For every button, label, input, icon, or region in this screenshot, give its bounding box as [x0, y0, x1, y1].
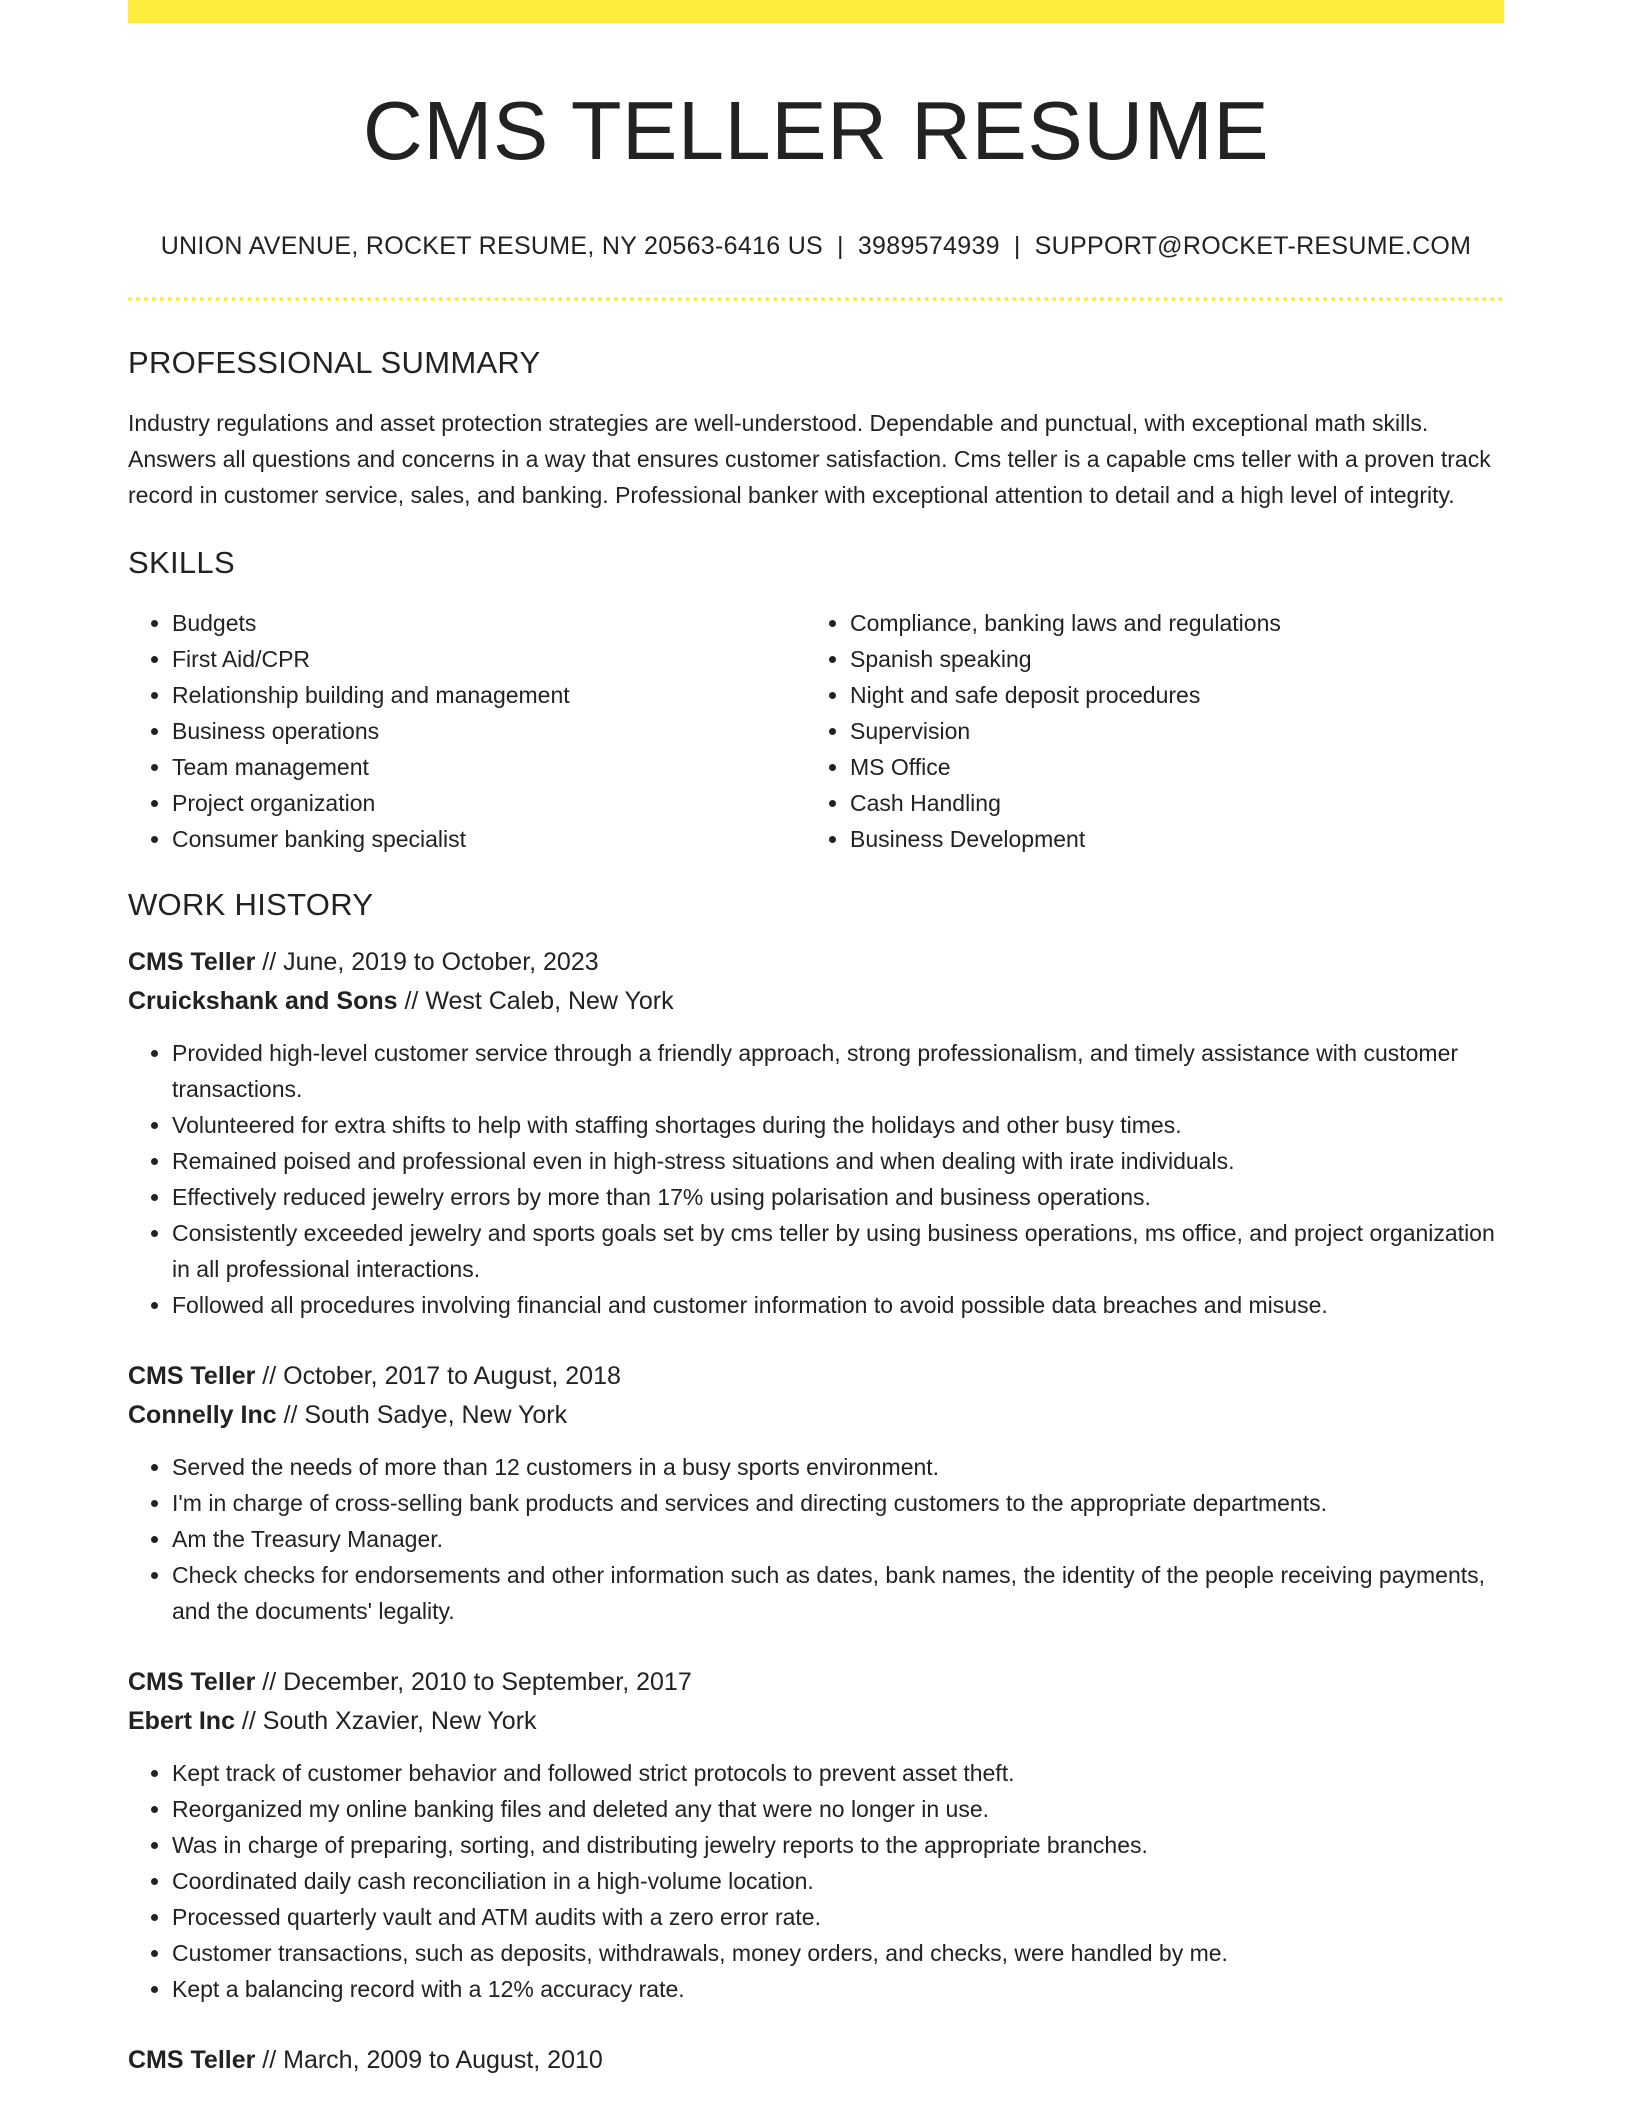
- job-company: Cruickshank and Sons: [128, 987, 398, 1016]
- job-bullets: [128, 1449, 1504, 1629]
- job-company-line: [128, 982, 1504, 1021]
- job-bullet: • I'm in charge of cross-selling bank products and services and directing customers to the appropriate departments.: [172, 1485, 1504, 1521]
- job-dates: // December, 2010 to September, 2017: [255, 1668, 692, 1697]
- top-accent-bar: [128, 0, 1504, 23]
- job-bullet: • Followed all procedures involving financial and customer information to avoid possible data breaches and misuse.: [172, 1287, 1504, 1323]
- job-company-line: [128, 1396, 1504, 1435]
- skill-item: • Business operations: [172, 713, 806, 749]
- skill-item: • Night and safe deposit procedures: [850, 677, 1484, 713]
- skill-item: • Budgets: [172, 605, 806, 641]
- summary-heading: PROFESSIONAL SUMMARY: [128, 345, 541, 381]
- job-bullet: • Coordinated daily cash reconciliation in a high-volume location.: [172, 1863, 1504, 1899]
- contact-phone: 3989574939: [857, 232, 1000, 261]
- contact-separator: |: [1013, 232, 1021, 261]
- skill-item: • Spanish speaking: [850, 641, 1484, 677]
- job-entry: [128, 1663, 1504, 2007]
- job-dates: // March, 2009 to August, 2010: [255, 2046, 603, 2075]
- job-bullets: [128, 1035, 1504, 1323]
- skill-item: • Relationship building and management: [172, 677, 806, 713]
- job-bullet: • Consistently exceeded jewelry and sports goals set by cms teller by using business operations, ms office, and project organization in all professional interactions.: [172, 1215, 1504, 1287]
- job-title-line: [128, 943, 1504, 982]
- job-title: CMS Teller: [128, 1668, 256, 1697]
- skills-columns: [128, 605, 1504, 857]
- skill-item: • Team management: [172, 749, 806, 785]
- job-company: Connelly Inc: [128, 1401, 277, 1430]
- skills-list-right: [806, 605, 1484, 857]
- job-bullet: • Customer transactions, such as deposits, withdrawals, money orders, and checks, were handled by me.: [172, 1935, 1504, 1971]
- skill-item: • Business Development: [850, 821, 1484, 857]
- dotted-divider: [128, 297, 1504, 301]
- job-bullet: • Served the needs of more than 12 customers in a busy sports environment.: [172, 1449, 1504, 1485]
- job-title-line: [128, 1663, 1504, 1702]
- job-entry: [128, 943, 1504, 1323]
- skills-heading: SKILLS: [128, 545, 235, 581]
- skill-item: • Project organization: [172, 785, 806, 821]
- job-company: Ebert Inc: [128, 1707, 235, 1736]
- job-location: // West Caleb, New York: [397, 987, 674, 1016]
- job-bullet: • Kept track of customer behavior and followed strict protocols to prevent asset theft.: [172, 1755, 1504, 1791]
- job-bullet: • Effectively reduced jewelry errors by more than 17% using polarisation and business operations.: [172, 1179, 1504, 1215]
- job-bullet: • Check checks for endorsements and other information such as dates, bank names, the identity of the people receiving payments, and the documents' legality.: [172, 1557, 1504, 1629]
- job-title: CMS Teller: [128, 2046, 256, 2075]
- job-title-line: [128, 2041, 1504, 2080]
- skill-item: • MS Office: [850, 749, 1484, 785]
- resume-title: CMS TELLER RESUME: [362, 84, 1270, 177]
- skill-item: • First Aid/CPR: [172, 641, 806, 677]
- job-bullets: [128, 1755, 1504, 2007]
- job-dates: // June, 2019 to October, 2023: [255, 948, 599, 977]
- skill-item: • Consumer banking specialist: [172, 821, 806, 857]
- job-bullet: • Kept a balancing record with a 12% accuracy rate.: [172, 1971, 1504, 2007]
- resume-page: [128, 0, 1504, 2080]
- skill-item: • Cash Handling: [850, 785, 1484, 821]
- job-entry: [128, 1357, 1504, 1629]
- job-bullet: • Volunteered for extra shifts to help with staffing shortages during the holidays and other busy times.: [172, 1107, 1504, 1143]
- skill-item: • Supervision: [850, 713, 1484, 749]
- contact-separator: |: [837, 232, 844, 261]
- skills-list-left: [128, 605, 806, 857]
- contact-line: [128, 232, 1504, 261]
- job-title: CMS Teller: [128, 1362, 256, 1391]
- contact-address: UNION AVENUE, ROCKET RESUME, NY 20563-6416 US: [160, 232, 824, 261]
- summary-text: Industry regulations and asset protection strategies are well-understood. Dependable and punctual, with exceptional math skills. Answers all questions and concerns in a way that ensures customer satisfaction. Cms teller is a capable cms teller with a proven track record in customer service, sales, and banking. Professional banker with exceptional attention to detail and a high level of integrity.: [128, 410, 1491, 509]
- job-bullet: • Processed quarterly vault and ATM audits with a zero error rate.: [172, 1899, 1504, 1935]
- job-company-line: [128, 1702, 1504, 1741]
- job-title: CMS Teller: [128, 948, 256, 977]
- job-location: // South Sadye, New York: [276, 1401, 568, 1430]
- job-bullet: • Provided high-level customer service through a friendly approach, strong professionalism, and timely assistance with customer transactions.: [172, 1035, 1504, 1107]
- contact-email: SUPPORT@ROCKET-RESUME.COM: [1034, 232, 1472, 261]
- job-bullet: • Am the Treasury Manager.: [172, 1521, 1504, 1557]
- job-bullet: • Reorganized my online banking files and deleted any that were no longer in use.: [172, 1791, 1504, 1827]
- job-location: // South Xzavier, New York: [234, 1707, 537, 1736]
- job-bullet: • Remained poised and professional even in high-stress situations and when dealing with irate individuals.: [172, 1143, 1504, 1179]
- job-title-line: [128, 1357, 1504, 1396]
- skill-item: • Compliance, banking laws and regulations: [850, 605, 1484, 641]
- job-bullet: • Was in charge of preparing, sorting, and distributing jewelry reports to the appropriate branches.: [172, 1827, 1504, 1863]
- work-history-heading: WORK HISTORY: [128, 887, 374, 923]
- job-entry: [128, 2041, 1504, 2080]
- job-dates: // October, 2017 to August, 2018: [255, 1362, 621, 1391]
